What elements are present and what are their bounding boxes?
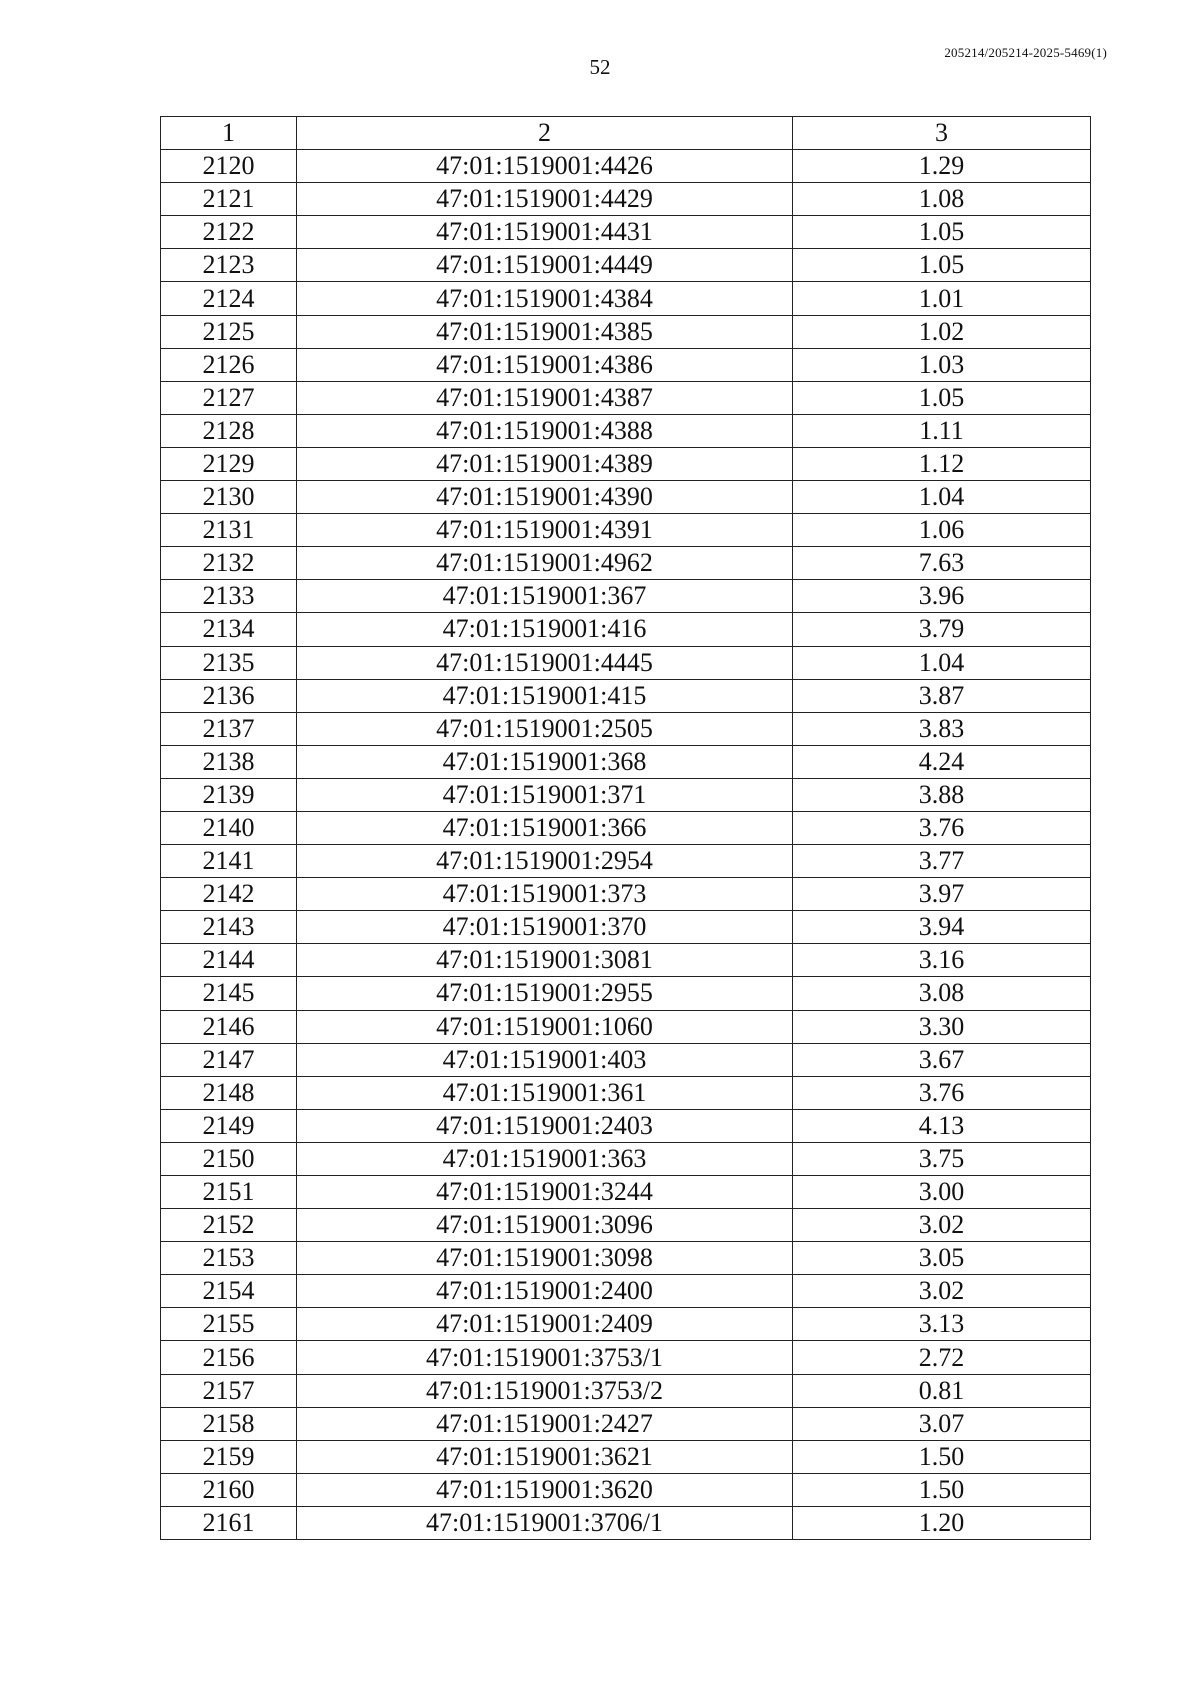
value-cell: 3.96 [793, 580, 1091, 613]
row-number-cell: 2139 [161, 778, 297, 811]
value-cell: 3.13 [793, 1308, 1091, 1341]
value-cell: 1.20 [793, 1506, 1091, 1539]
table-row [161, 249, 1091, 282]
row-number-cell: 2161 [161, 1506, 297, 1539]
cadastral-number-cell: 47:01:1519001:3244 [297, 1176, 793, 1209]
row-number-cell: 2142 [161, 878, 297, 911]
value-cell: 2.72 [793, 1341, 1091, 1374]
row-number-cell: 2160 [161, 1473, 297, 1506]
value-cell: 3.88 [793, 778, 1091, 811]
value-cell: 1.01 [793, 282, 1091, 315]
row-number-cell: 2156 [161, 1341, 297, 1374]
value-cell: 1.12 [793, 447, 1091, 480]
value-cell: 3.79 [793, 613, 1091, 646]
row-number-cell: 2155 [161, 1308, 297, 1341]
value-cell: 3.83 [793, 712, 1091, 745]
cadastral-number-cell: 47:01:1519001:4445 [297, 646, 793, 679]
cadastral-number-cell: 47:01:1519001:3753/1 [297, 1341, 793, 1374]
value-cell: 3.30 [793, 1010, 1091, 1043]
table-row [161, 911, 1091, 944]
row-number-cell: 2154 [161, 1275, 297, 1308]
cadastral-number-cell: 47:01:1519001:363 [297, 1142, 793, 1175]
table-row [161, 1374, 1091, 1407]
table-row [161, 811, 1091, 844]
row-number-cell: 2137 [161, 712, 297, 745]
row-number-cell: 2134 [161, 613, 297, 646]
value-cell: 3.02 [793, 1275, 1091, 1308]
value-cell: 4.13 [793, 1109, 1091, 1142]
table-row [161, 447, 1091, 480]
value-cell: 3.00 [793, 1176, 1091, 1209]
cadastral-number-cell: 47:01:1519001:4388 [297, 414, 793, 447]
cadastral-number-cell: 47:01:1519001:3621 [297, 1440, 793, 1473]
table-row [161, 845, 1091, 878]
row-number-cell: 2148 [161, 1076, 297, 1109]
row-number-cell: 2131 [161, 514, 297, 547]
page-number: 52 [589, 55, 611, 79]
cadastral-number-cell: 47:01:1519001:4389 [297, 447, 793, 480]
cadastral-number-cell: 47:01:1519001:4390 [297, 481, 793, 514]
row-number-cell: 2157 [161, 1374, 297, 1407]
table-row [161, 1506, 1091, 1539]
value-cell: 3.02 [793, 1209, 1091, 1242]
value-cell: 1.50 [793, 1440, 1091, 1473]
table-row [161, 381, 1091, 414]
table-row [161, 745, 1091, 778]
value-cell: 1.29 [793, 150, 1091, 183]
cadastral-number-cell: 47:01:1519001:415 [297, 679, 793, 712]
data-table [160, 116, 1091, 1540]
column-header: 3 [793, 117, 1091, 150]
row-number-cell: 2125 [161, 315, 297, 348]
table-row [161, 1275, 1091, 1308]
cadastral-number-cell: 47:01:1519001:2954 [297, 845, 793, 878]
row-number-cell: 2130 [161, 481, 297, 514]
table-row [161, 977, 1091, 1010]
table-row [161, 1440, 1091, 1473]
table-row [161, 1076, 1091, 1109]
row-number-cell: 2122 [161, 216, 297, 249]
row-number-cell: 2149 [161, 1109, 297, 1142]
table-row [161, 1407, 1091, 1440]
value-cell: 3.76 [793, 1076, 1091, 1109]
table-row [161, 580, 1091, 613]
cadastral-number-cell: 47:01:1519001:4431 [297, 216, 793, 249]
cadastral-number-cell: 47:01:1519001:3753/2 [297, 1374, 793, 1407]
table-row [161, 1142, 1091, 1175]
table-row [161, 1109, 1091, 1142]
cadastral-number-cell: 47:01:1519001:366 [297, 811, 793, 844]
cadastral-number-cell: 47:01:1519001:4386 [297, 348, 793, 381]
value-cell: 3.16 [793, 944, 1091, 977]
cadastral-number-cell: 47:01:1519001:3706/1 [297, 1506, 793, 1539]
table-row [161, 1010, 1091, 1043]
cadastral-number-cell: 47:01:1519001:2427 [297, 1407, 793, 1440]
value-cell: 3.76 [793, 811, 1091, 844]
table-row [161, 150, 1091, 183]
table-row [161, 1242, 1091, 1275]
column-header: 1 [161, 117, 297, 150]
table-row [161, 1473, 1091, 1506]
cadastral-number-cell: 47:01:1519001:4429 [297, 183, 793, 216]
row-number-cell: 2129 [161, 447, 297, 480]
row-number-cell: 2147 [161, 1043, 297, 1076]
column-header: 2 [297, 117, 793, 150]
table-row [161, 348, 1091, 381]
cadastral-number-cell: 47:01:1519001:2400 [297, 1275, 793, 1308]
table-row [161, 679, 1091, 712]
cadastral-number-cell: 47:01:1519001:4449 [297, 249, 793, 282]
table-row [161, 944, 1091, 977]
document-id: 205214/205214-2025-5469(1) [944, 45, 1107, 60]
table-row [161, 282, 1091, 315]
table-row [161, 646, 1091, 679]
value-cell: 3.05 [793, 1242, 1091, 1275]
row-number-cell: 2123 [161, 249, 297, 282]
row-number-cell: 2140 [161, 811, 297, 844]
value-cell: 0.81 [793, 1374, 1091, 1407]
cadastral-number-cell: 47:01:1519001:4385 [297, 315, 793, 348]
cadastral-number-cell: 47:01:1519001:370 [297, 911, 793, 944]
row-number-cell: 2158 [161, 1407, 297, 1440]
row-number-cell: 2133 [161, 580, 297, 613]
value-cell: 3.08 [793, 977, 1091, 1010]
cadastral-number-cell: 47:01:1519001:4962 [297, 547, 793, 580]
value-cell: 1.03 [793, 348, 1091, 381]
table-row [161, 414, 1091, 447]
value-cell: 1.11 [793, 414, 1091, 447]
table-row [161, 315, 1091, 348]
table-body [161, 150, 1091, 1540]
value-cell: 3.87 [793, 679, 1091, 712]
value-cell: 1.50 [793, 1473, 1091, 1506]
value-cell: 1.05 [793, 249, 1091, 282]
value-cell: 1.04 [793, 481, 1091, 514]
row-number-cell: 2159 [161, 1440, 297, 1473]
table-row [161, 216, 1091, 249]
cadastral-number-cell: 47:01:1519001:361 [297, 1076, 793, 1109]
row-number-cell: 2127 [161, 381, 297, 414]
value-cell: 3.75 [793, 1142, 1091, 1175]
row-number-cell: 2120 [161, 150, 297, 183]
value-cell: 1.05 [793, 381, 1091, 414]
table-row [161, 183, 1091, 216]
table-row [161, 613, 1091, 646]
row-number-cell: 2146 [161, 1010, 297, 1043]
table-row [161, 1341, 1091, 1374]
row-number-cell: 2141 [161, 845, 297, 878]
row-number-cell: 2138 [161, 745, 297, 778]
value-cell: 1.06 [793, 514, 1091, 547]
row-number-cell: 2153 [161, 1242, 297, 1275]
row-number-cell: 2143 [161, 911, 297, 944]
cadastral-number-cell: 47:01:1519001:371 [297, 778, 793, 811]
table-row [161, 547, 1091, 580]
cadastral-number-cell: 47:01:1519001:3096 [297, 1209, 793, 1242]
table-row [161, 878, 1091, 911]
cadastral-number-cell: 47:01:1519001:3620 [297, 1473, 793, 1506]
cadastral-number-cell: 47:01:1519001:1060 [297, 1010, 793, 1043]
table-row [161, 778, 1091, 811]
row-number-cell: 2145 [161, 977, 297, 1010]
cadastral-number-cell: 47:01:1519001:4384 [297, 282, 793, 315]
value-cell: 3.77 [793, 845, 1091, 878]
cadastral-number-cell: 47:01:1519001:4426 [297, 150, 793, 183]
cadastral-number-cell: 47:01:1519001:3081 [297, 944, 793, 977]
table-row [161, 1176, 1091, 1209]
value-cell: 7.63 [793, 547, 1091, 580]
cadastral-number-cell: 47:01:1519001:368 [297, 745, 793, 778]
value-cell: 1.05 [793, 216, 1091, 249]
table-header-row [161, 117, 1091, 150]
row-number-cell: 2132 [161, 547, 297, 580]
row-number-cell: 2121 [161, 183, 297, 216]
cadastral-number-cell: 47:01:1519001:403 [297, 1043, 793, 1076]
table-row [161, 712, 1091, 745]
row-number-cell: 2136 [161, 679, 297, 712]
row-number-cell: 2152 [161, 1209, 297, 1242]
cadastral-number-cell: 47:01:1519001:4391 [297, 514, 793, 547]
table-row [161, 481, 1091, 514]
row-number-cell: 2151 [161, 1176, 297, 1209]
row-number-cell: 2126 [161, 348, 297, 381]
row-number-cell: 2144 [161, 944, 297, 977]
cadastral-number-cell: 47:01:1519001:367 [297, 580, 793, 613]
value-cell: 1.04 [793, 646, 1091, 679]
cadastral-number-cell: 47:01:1519001:3098 [297, 1242, 793, 1275]
cadastral-number-cell: 47:01:1519001:2505 [297, 712, 793, 745]
value-cell: 3.67 [793, 1043, 1091, 1076]
value-cell: 1.02 [793, 315, 1091, 348]
cadastral-number-cell: 47:01:1519001:2403 [297, 1109, 793, 1142]
value-cell: 3.94 [793, 911, 1091, 944]
cadastral-number-cell: 47:01:1519001:4387 [297, 381, 793, 414]
cadastral-number-cell: 47:01:1519001:2409 [297, 1308, 793, 1341]
cadastral-number-cell: 47:01:1519001:2955 [297, 977, 793, 1010]
value-cell: 3.07 [793, 1407, 1091, 1440]
value-cell: 3.97 [793, 878, 1091, 911]
cadastral-number-cell: 47:01:1519001:416 [297, 613, 793, 646]
value-cell: 1.08 [793, 183, 1091, 216]
row-number-cell: 2124 [161, 282, 297, 315]
row-number-cell: 2128 [161, 414, 297, 447]
row-number-cell: 2135 [161, 646, 297, 679]
table-row [161, 514, 1091, 547]
cadastral-number-cell: 47:01:1519001:373 [297, 878, 793, 911]
value-cell: 4.24 [793, 745, 1091, 778]
table-row [161, 1308, 1091, 1341]
table-row [161, 1209, 1091, 1242]
row-number-cell: 2150 [161, 1142, 297, 1175]
table-row [161, 1043, 1091, 1076]
